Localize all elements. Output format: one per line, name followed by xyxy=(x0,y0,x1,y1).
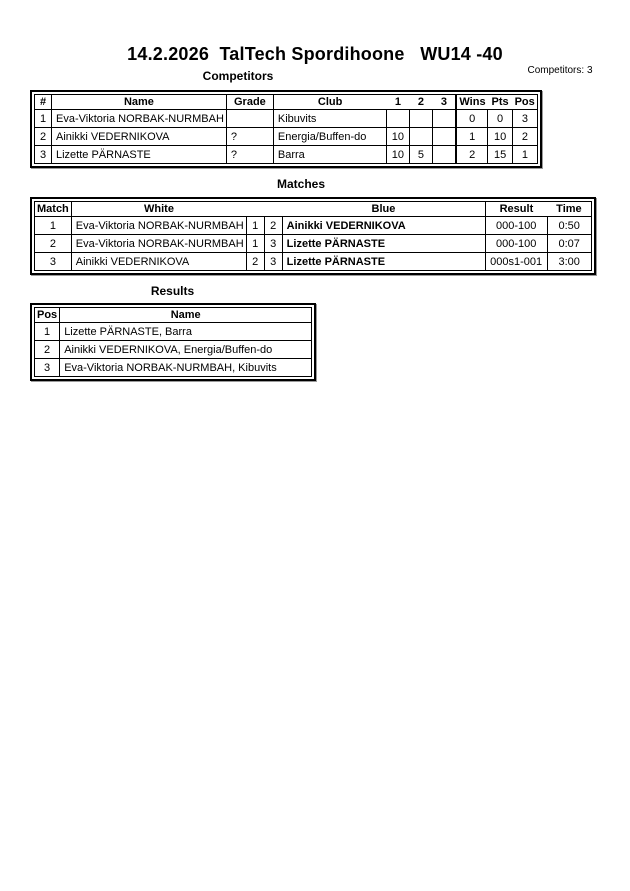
col-header-wins: Wins xyxy=(456,95,487,110)
competitor-match1-score xyxy=(386,110,409,128)
match-row xyxy=(35,235,592,253)
match-white-competitor-num: 1 xyxy=(246,235,264,253)
col-header-blue: Blue xyxy=(282,202,485,217)
competitor-pos: 1 xyxy=(513,146,538,164)
col-header-pos: Pos xyxy=(35,308,60,323)
matches-table xyxy=(30,197,596,275)
competitor-club: Kibuvits xyxy=(273,110,386,128)
results-section-heading: Results xyxy=(150,284,195,298)
col-header-match: Match xyxy=(35,202,72,217)
competitor-number: 1 xyxy=(35,110,52,128)
match-blue-name: Lizette PÄRNASTE xyxy=(282,253,485,271)
competitor-grade: ? xyxy=(226,146,273,164)
results-table xyxy=(30,303,316,381)
col-header-match1: 1 xyxy=(386,95,409,110)
col-header-match2: 2 xyxy=(409,95,432,110)
col-header-name: Name xyxy=(52,95,227,110)
competitor-name: Eva-Viktoria NORBAK-NURMBAH xyxy=(52,110,227,128)
competitors-header-row xyxy=(35,95,538,110)
match-blue-competitor-num: 3 xyxy=(264,235,282,253)
match-white-competitor-num: 2 xyxy=(246,253,264,271)
matches-section-heading: Matches xyxy=(276,177,326,191)
col-header-result: Result xyxy=(485,202,547,217)
competitor-match2-score: 5 xyxy=(409,146,432,164)
competitor-wins: 0 xyxy=(456,110,487,128)
result-row xyxy=(35,323,312,341)
result-row xyxy=(35,359,312,377)
match-number: 3 xyxy=(35,253,72,271)
col-header-match3: 3 xyxy=(432,95,456,110)
match-white-name: Ainikki VEDERNIKOVA xyxy=(71,253,246,271)
competitor-pts: 15 xyxy=(488,146,513,164)
matches-grid xyxy=(34,201,592,271)
competitor-row xyxy=(35,146,538,164)
match-result: 000-100 xyxy=(485,217,547,235)
col-header-pos: Pos xyxy=(513,95,538,110)
competitor-club: Energia/Buffen-do xyxy=(273,128,386,146)
competitors-table xyxy=(30,90,542,168)
competitor-match2-score xyxy=(409,128,432,146)
competitor-grade: ? xyxy=(226,128,273,146)
page-title: 14.2.2026 TalTech Spordihoone WU14 -40 xyxy=(127,44,503,64)
match-white-name: Eva-Viktoria NORBAK-NURMBAH xyxy=(71,235,246,253)
col-header-club: Club xyxy=(273,95,386,110)
col-header-blue-num xyxy=(264,202,282,217)
match-time: 0:07 xyxy=(547,235,591,253)
match-white-name: Eva-Viktoria NORBAK-NURMBAH xyxy=(71,217,246,235)
col-header-name: Name xyxy=(60,308,312,323)
col-header-white-num xyxy=(246,202,264,217)
competitor-pts: 10 xyxy=(488,128,513,146)
competitor-row xyxy=(35,110,538,128)
match-blue-name: Ainikki VEDERNIKOVA xyxy=(282,217,485,235)
competitor-name: Lizette PÄRNASTE xyxy=(52,146,227,164)
result-row xyxy=(35,341,312,359)
match-white-competitor-num: 1 xyxy=(246,217,264,235)
competitor-pts: 0 xyxy=(488,110,513,128)
col-header-grade: Grade xyxy=(226,95,273,110)
matches-header-row xyxy=(35,202,592,217)
match-result: 000-100 xyxy=(485,235,547,253)
match-time: 0:50 xyxy=(547,217,591,235)
result-pos: 3 xyxy=(35,359,60,377)
match-blue-competitor-num: 3 xyxy=(264,253,282,271)
competitor-name: Ainikki VEDERNIKOVA xyxy=(52,128,227,146)
match-blue-name: Lizette PÄRNASTE xyxy=(282,235,485,253)
competitor-club: Barra xyxy=(273,146,386,164)
competitor-match3-score xyxy=(432,146,456,164)
competitors-section-heading: Competitors xyxy=(202,69,274,83)
competitor-number: 2 xyxy=(35,128,52,146)
results-grid xyxy=(34,307,312,377)
col-header-time: Time xyxy=(547,202,591,217)
results-header-row xyxy=(35,308,312,323)
competitor-wins: 2 xyxy=(456,146,487,164)
match-result: 000s1-001 xyxy=(485,253,547,271)
result-name: Ainikki VEDERNIKOVA, Energia/Buffen-do xyxy=(60,341,312,359)
competitor-match1-score: 10 xyxy=(386,128,409,146)
match-row xyxy=(35,217,592,235)
competitor-grade xyxy=(226,110,273,128)
col-header-pts: Pts xyxy=(488,95,513,110)
competitor-match3-score xyxy=(432,128,456,146)
competitors-count-label: Competitors: 3 xyxy=(527,65,593,76)
match-blue-competitor-num: 2 xyxy=(264,217,282,235)
competitors-grid xyxy=(34,94,538,164)
competitor-row xyxy=(35,128,538,146)
match-time: 3:00 xyxy=(547,253,591,271)
result-name: Eva-Viktoria NORBAK-NURMBAH, Kibuvits xyxy=(60,359,312,377)
competitor-match3-score xyxy=(432,110,456,128)
result-name: Lizette PÄRNASTE, Barra xyxy=(60,323,312,341)
col-header-number: # xyxy=(35,95,52,110)
competitor-match1-score: 10 xyxy=(386,146,409,164)
result-pos: 2 xyxy=(35,341,60,359)
competitor-wins: 1 xyxy=(456,128,487,146)
competitor-pos: 3 xyxy=(513,110,538,128)
col-header-white: White xyxy=(71,202,246,217)
competitor-number: 3 xyxy=(35,146,52,164)
match-number: 1 xyxy=(35,217,72,235)
competitor-match2-score xyxy=(409,110,432,128)
match-number: 2 xyxy=(35,235,72,253)
competitor-pos: 2 xyxy=(513,128,538,146)
match-row xyxy=(35,253,592,271)
result-pos: 1 xyxy=(35,323,60,341)
